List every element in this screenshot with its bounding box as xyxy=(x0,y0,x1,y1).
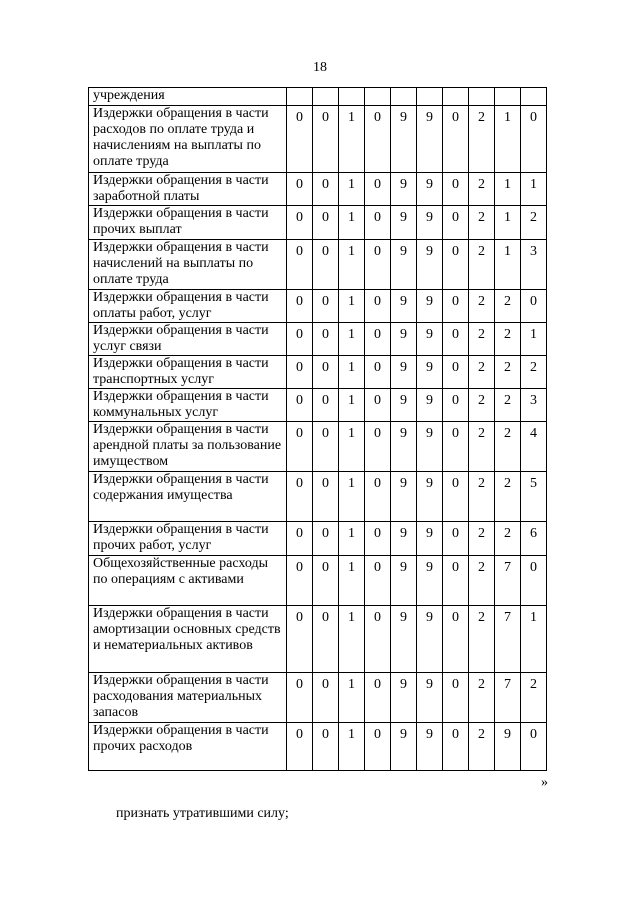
code-digit-cell: 0 xyxy=(287,173,313,206)
code-digit-cell: 2 xyxy=(521,356,547,389)
code-digit-cell: 1 xyxy=(339,556,365,606)
code-digit-cell: 0 xyxy=(521,556,547,606)
code-digit-cell: 0 xyxy=(313,606,339,673)
code-digit-cell: 9 xyxy=(391,323,417,356)
code-digit-cell: 2 xyxy=(469,556,495,606)
code-digit-cell: 9 xyxy=(417,606,443,673)
code-digit-cell: 2 xyxy=(469,290,495,323)
code-digit-cell: 0 xyxy=(287,323,313,356)
code-digit-cell: 0 xyxy=(287,389,313,422)
code-digit-cell: 9 xyxy=(417,106,443,173)
table-row xyxy=(89,356,547,389)
code-digit-cell: 0 xyxy=(443,556,469,606)
code-digit-cell: 2 xyxy=(495,522,521,556)
code-digit-cell: 0 xyxy=(313,356,339,389)
code-digit-cell: 2 xyxy=(469,173,495,206)
code-digit-cell: 0 xyxy=(443,472,469,522)
code-digit-cell: 0 xyxy=(287,673,313,723)
page-number: 18 xyxy=(313,60,327,75)
code-digit-cell: 2 xyxy=(469,422,495,472)
code-digit-cell xyxy=(391,88,417,106)
code-digit-cell: 9 xyxy=(417,389,443,422)
code-digit-cell: 2 xyxy=(495,422,521,472)
code-digit-cell: 0 xyxy=(287,206,313,240)
code-digit-cell: 1 xyxy=(339,673,365,723)
code-digit-cell: 0 xyxy=(365,389,391,422)
code-digit-cell: 0 xyxy=(365,290,391,323)
closing-quote: » xyxy=(541,775,548,790)
table-row xyxy=(89,422,547,472)
code-digit-cell: 0 xyxy=(287,240,313,290)
code-digit-cell: 9 xyxy=(391,606,417,673)
code-digit-cell: 6 xyxy=(521,522,547,556)
code-digit-cell: 2 xyxy=(495,356,521,389)
code-digit-cell: 0 xyxy=(365,240,391,290)
table-row xyxy=(89,206,547,240)
code-digit-cell: 1 xyxy=(339,422,365,472)
code-digit-cell: 0 xyxy=(287,522,313,556)
code-digit-cell: 2 xyxy=(469,356,495,389)
code-digit-cell: 0 xyxy=(365,673,391,723)
row-name-cell: Издержки обращения в части расходов по оплате труда и начислениям на выплаты по оплате труда xyxy=(89,106,287,173)
row-name-cell: Издержки обращения в части прочих работ, услуг xyxy=(89,522,287,556)
code-digit-cell: 0 xyxy=(443,106,469,173)
code-digit-cell: 1 xyxy=(339,240,365,290)
code-digit-cell: 1 xyxy=(521,173,547,206)
code-digit-cell: 0 xyxy=(313,240,339,290)
code-digit-cell: 0 xyxy=(365,422,391,472)
code-digit-cell: 9 xyxy=(391,290,417,323)
code-digit-cell xyxy=(417,88,443,106)
code-digit-cell: 0 xyxy=(443,173,469,206)
code-digit-cell: 9 xyxy=(391,240,417,290)
code-digit-cell: 7 xyxy=(495,556,521,606)
code-digit-cell: 0 xyxy=(313,723,339,771)
code-digit-cell: 1 xyxy=(339,290,365,323)
row-name-cell: Издержки обращения в части транспортных услуг xyxy=(89,356,287,389)
table-row xyxy=(89,556,547,606)
code-digit-cell: 9 xyxy=(417,556,443,606)
code-digit-cell: 1 xyxy=(495,173,521,206)
code-digit-cell: 0 xyxy=(443,522,469,556)
code-digit-cell: 9 xyxy=(391,422,417,472)
code-digit-cell: 2 xyxy=(469,472,495,522)
code-digit-cell: 2 xyxy=(469,723,495,771)
code-digit-cell: 9 xyxy=(391,556,417,606)
code-digit-cell: 5 xyxy=(521,472,547,522)
code-digit-cell: 9 xyxy=(417,290,443,323)
code-digit-cell xyxy=(313,88,339,106)
code-digit-cell: 9 xyxy=(417,173,443,206)
code-digit-cell: 7 xyxy=(495,673,521,723)
code-digit-cell: 0 xyxy=(313,522,339,556)
code-digit-cell: 0 xyxy=(365,356,391,389)
code-digit-cell: 9 xyxy=(391,356,417,389)
code-digit-cell: 9 xyxy=(391,673,417,723)
code-digit-cell: 1 xyxy=(339,723,365,771)
code-digit-cell: 2 xyxy=(469,522,495,556)
code-digit-cell: 0 xyxy=(443,606,469,673)
code-digit-cell xyxy=(287,88,313,106)
code-digit-cell: 0 xyxy=(443,290,469,323)
code-digit-cell: 9 xyxy=(417,323,443,356)
code-digit-cell: 0 xyxy=(365,323,391,356)
row-name-cell: Издержки обращения в части содержания имущества xyxy=(89,472,287,522)
code-digit-cell: 1 xyxy=(339,472,365,522)
code-digit-cell: 1 xyxy=(339,206,365,240)
row-name-cell: Издержки обращения в части коммунальных услуг xyxy=(89,389,287,422)
code-digit-cell: 2 xyxy=(469,323,495,356)
account-codes-table xyxy=(88,87,547,771)
footer-text: признать утратившими силу; xyxy=(116,806,289,821)
code-digit-cell: 2 xyxy=(521,206,547,240)
code-digit-cell: 2 xyxy=(495,389,521,422)
code-digit-cell: 9 xyxy=(391,106,417,173)
code-digit-cell xyxy=(365,88,391,106)
code-digit-cell: 1 xyxy=(521,323,547,356)
code-digit-cell: 0 xyxy=(287,723,313,771)
code-digit-cell: 0 xyxy=(443,240,469,290)
code-digit-cell: 0 xyxy=(313,556,339,606)
table-row xyxy=(89,323,547,356)
code-digit-cell: 0 xyxy=(313,472,339,522)
code-digit-cell: 0 xyxy=(313,673,339,723)
code-digit-cell: 0 xyxy=(313,389,339,422)
code-digit-cell: 2 xyxy=(495,472,521,522)
code-digit-cell: 9 xyxy=(391,472,417,522)
code-digit-cell: 1 xyxy=(339,356,365,389)
code-digit-cell: 0 xyxy=(443,356,469,389)
code-digit-cell: 0 xyxy=(443,206,469,240)
code-digit-cell: 1 xyxy=(339,606,365,673)
code-digit-cell: 9 xyxy=(417,673,443,723)
code-digit-cell: 0 xyxy=(443,323,469,356)
code-digit-cell: 0 xyxy=(443,422,469,472)
row-name-cell: Издержки обращения в части расходования материальных запасов xyxy=(89,673,287,723)
row-name-cell: Издержки обращения в части заработной платы xyxy=(89,173,287,206)
code-digit-cell: 0 xyxy=(313,422,339,472)
code-digit-cell: 0 xyxy=(365,206,391,240)
row-name-cell: учреждения xyxy=(89,88,287,106)
code-digit-cell: 9 xyxy=(417,723,443,771)
table-row xyxy=(89,88,547,106)
code-digit-cell: 9 xyxy=(417,422,443,472)
row-name-cell: Общехозяйственные расходы по операциям с активами xyxy=(89,556,287,606)
code-digit-cell: 9 xyxy=(391,173,417,206)
code-digit-cell: 0 xyxy=(521,106,547,173)
table-row xyxy=(89,522,547,556)
code-digit-cell xyxy=(495,88,521,106)
table-row xyxy=(89,472,547,522)
code-digit-cell: 2 xyxy=(469,206,495,240)
code-digit-cell: 1 xyxy=(495,106,521,173)
code-digit-cell: 1 xyxy=(339,323,365,356)
code-digit-cell: 3 xyxy=(521,389,547,422)
code-digit-cell xyxy=(521,88,547,106)
code-digit-cell: 0 xyxy=(313,323,339,356)
code-digit-cell: 9 xyxy=(391,723,417,771)
code-digit-cell: 1 xyxy=(339,106,365,173)
code-digit-cell: 1 xyxy=(495,240,521,290)
code-digit-cell: 0 xyxy=(443,723,469,771)
code-digit-cell: 0 xyxy=(313,290,339,323)
code-digit-cell: 0 xyxy=(521,723,547,771)
code-digit-cell xyxy=(339,88,365,106)
code-digit-cell: 0 xyxy=(443,389,469,422)
row-name-cell: Издержки обращения в части прочих выплат xyxy=(89,206,287,240)
code-digit-cell: 9 xyxy=(417,356,443,389)
code-digit-cell: 2 xyxy=(495,290,521,323)
code-digit-cell: 2 xyxy=(495,323,521,356)
code-digit-cell xyxy=(469,88,495,106)
code-digit-cell: 1 xyxy=(521,606,547,673)
row-name-cell: Издержки обращения в части арендной платы за пользование имуществом xyxy=(89,422,287,472)
code-digit-cell: 0 xyxy=(287,472,313,522)
code-digit-cell: 0 xyxy=(365,173,391,206)
code-digit-cell: 2 xyxy=(521,673,547,723)
code-digit-cell: 2 xyxy=(469,606,495,673)
code-digit-cell: 0 xyxy=(287,106,313,173)
code-digit-cell: 0 xyxy=(365,106,391,173)
code-digit-cell: 3 xyxy=(521,240,547,290)
code-digit-cell: 9 xyxy=(391,522,417,556)
code-digit-cell: 0 xyxy=(443,673,469,723)
code-digit-cell: 7 xyxy=(495,606,521,673)
table-row xyxy=(89,106,547,173)
code-digit-cell: 9 xyxy=(417,522,443,556)
table-row xyxy=(89,290,547,323)
table-row xyxy=(89,606,547,673)
code-digit-cell: 0 xyxy=(313,173,339,206)
code-digit-cell: 0 xyxy=(287,422,313,472)
table-row xyxy=(89,389,547,422)
table-row xyxy=(89,173,547,206)
code-digit-cell: 0 xyxy=(365,556,391,606)
code-digit-cell: 9 xyxy=(495,723,521,771)
code-digit-cell: 2 xyxy=(469,106,495,173)
code-digit-cell: 0 xyxy=(365,522,391,556)
code-digit-cell: 2 xyxy=(469,673,495,723)
code-digit-cell: 9 xyxy=(391,206,417,240)
row-name-cell: Издержки обращения в части услуг связи xyxy=(89,323,287,356)
code-digit-cell: 9 xyxy=(391,389,417,422)
code-digit-cell: 9 xyxy=(417,206,443,240)
code-digit-cell: 0 xyxy=(287,556,313,606)
code-digit-cell: 0 xyxy=(287,606,313,673)
code-digit-cell: 4 xyxy=(521,422,547,472)
code-digit-cell: 0 xyxy=(287,356,313,389)
code-digit-cell: 2 xyxy=(469,389,495,422)
code-digit-cell: 1 xyxy=(495,206,521,240)
code-digit-cell: 0 xyxy=(365,723,391,771)
code-digit-cell: 9 xyxy=(417,240,443,290)
code-digit-cell: 2 xyxy=(469,240,495,290)
row-name-cell: Издержки обращения в части прочих расходов xyxy=(89,723,287,771)
code-digit-cell: 0 xyxy=(365,472,391,522)
code-digit-cell: 9 xyxy=(417,472,443,522)
code-digit-cell xyxy=(443,88,469,106)
code-digit-cell: 1 xyxy=(339,522,365,556)
row-name-cell: Издержки обращения в части оплаты работ, услуг xyxy=(89,290,287,323)
code-digit-cell: 0 xyxy=(521,290,547,323)
table-row xyxy=(89,673,547,723)
code-digit-cell: 0 xyxy=(287,290,313,323)
table-row xyxy=(89,240,547,290)
code-digit-cell: 0 xyxy=(365,606,391,673)
table-row xyxy=(89,723,547,771)
code-digit-cell: 1 xyxy=(339,389,365,422)
row-name-cell: Издержки обращения в части амортизации основных средств и нематериальных активов xyxy=(89,606,287,673)
row-name-cell: Издержки обращения в части начислений на выплаты по оплате труда xyxy=(89,240,287,290)
code-digit-cell: 0 xyxy=(313,106,339,173)
code-digit-cell: 1 xyxy=(339,173,365,206)
code-digit-cell: 0 xyxy=(313,206,339,240)
